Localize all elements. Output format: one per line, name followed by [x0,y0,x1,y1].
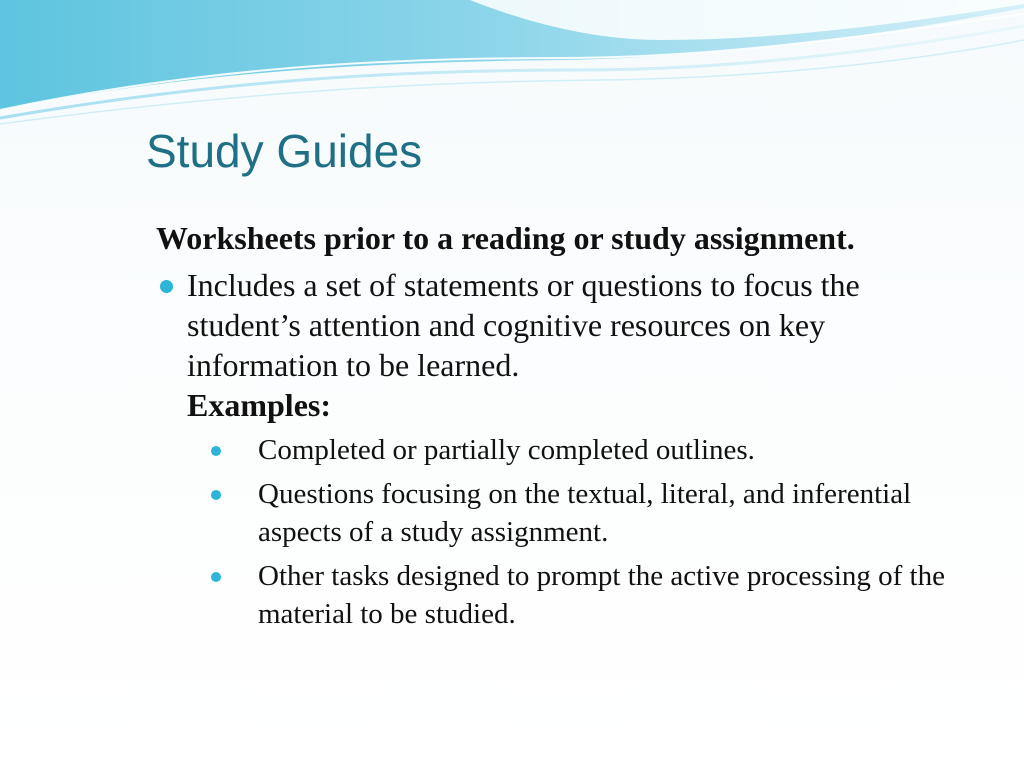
bullet-dot-icon [211,572,221,582]
main-point [156,265,976,425]
bullet-dot-icon [160,280,173,293]
list-item [156,431,976,469]
slide-body [156,218,976,633]
list-item [156,475,976,551]
bullet-dot-icon [211,490,221,500]
slide-title: Study Guides [146,125,423,177]
example-text: Completed or partially completed outlines. [258,434,755,466]
example-text: Questions focusing on the textual, literal, and inferential aspects of a study assignment. [258,478,912,548]
example-text: Other tasks designed to prompt the active processing of the material to be studied. [258,560,945,630]
main-point-text: Includes a set of statements or questions to focus the student’s attention and cognitive resources on key information to be learned. [187,267,860,383]
header-wave-decoration [0,0,1024,130]
lead-statement: Worksheets prior to a reading or study assignment. [156,220,855,256]
bullet-dot-icon [211,446,221,456]
examples-label: Examples: [187,387,331,423]
examples-list [156,431,976,633]
list-item [156,557,976,633]
